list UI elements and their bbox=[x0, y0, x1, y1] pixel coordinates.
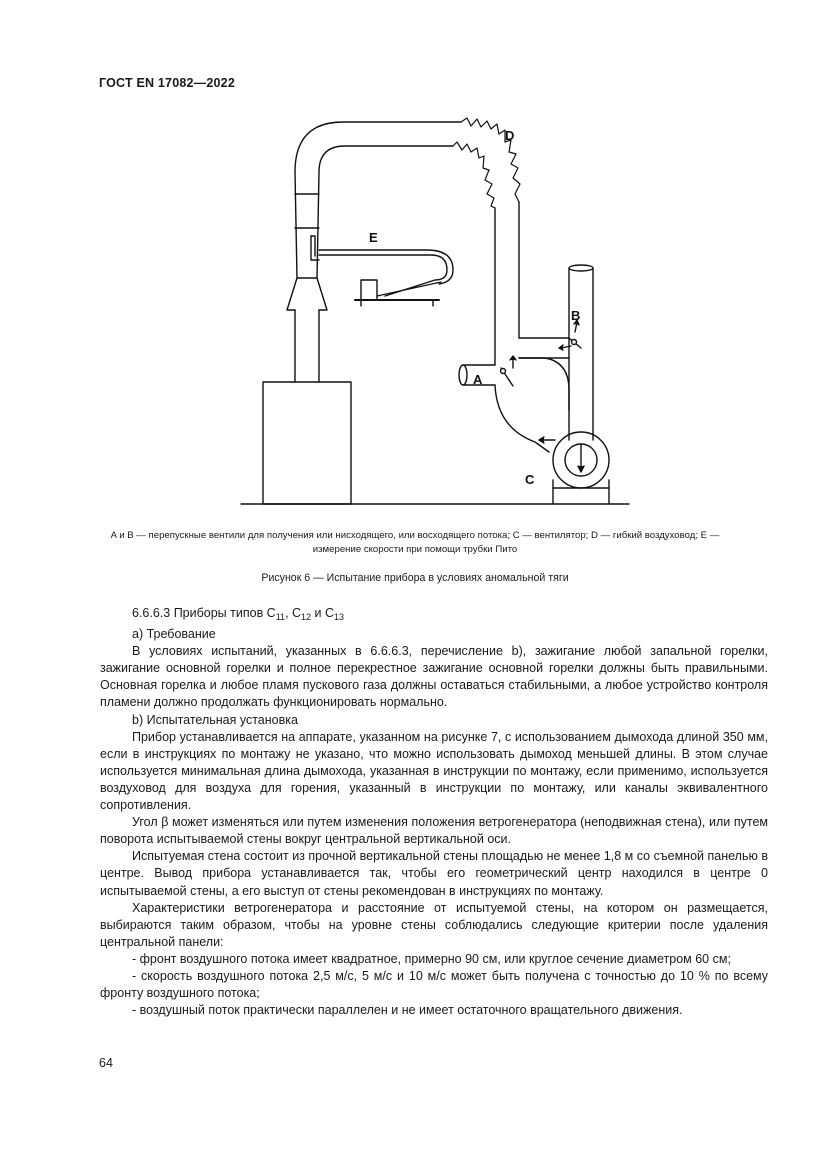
item-a-requirement: а) Требование bbox=[132, 627, 216, 642]
inlet-a-opening bbox=[459, 365, 467, 385]
flue-upper-left bbox=[295, 172, 297, 278]
draught-diverter-cone bbox=[287, 278, 327, 310]
stack-top-opening bbox=[569, 265, 593, 271]
list-item-airflow-front: - фронт воздушного потока имеет квадратное, примерно 90 см, или круглое сечение диаметром 60 см; bbox=[132, 951, 731, 966]
duct-bend-inner bbox=[319, 146, 453, 172]
list-item-airflow-speed: - скорость воздушного потока 2,5 м/с, 5 м/с и 10 м/с может быть получена с точностью до 10 % по всему фронту воздушного потока; bbox=[100, 968, 768, 1001]
item-b-test-setup: b) Испытательная установка bbox=[132, 712, 298, 727]
paragraph-angle: Угол β может изменяться или путем изменения положения ветрогенератора (неподвижная стена), или путем поворота испытываемой стены вокруг центральной вертикальной оси. bbox=[100, 815, 768, 847]
paragraph-test-wall: Испытуемая стена состоит из прочной вертикальной стены площадью не менее 1,8 м со съемной панелью в центре. Вывод прибора устанавливается так, чтобы его геометрический центр находился в центре 0 испытываемой стены, а его выступ от стены рекомендован в инструкциях по монтажу. bbox=[100, 849, 768, 898]
appliance-box bbox=[263, 382, 351, 504]
test-apparatus-drawing bbox=[235, 110, 635, 510]
list-item-airflow-parallel: - воздушный поток практически параллелен и не имеет остаточного вращательного движения. bbox=[132, 1003, 683, 1018]
manometer-box bbox=[361, 280, 377, 300]
fan-volute-inner bbox=[519, 358, 569, 410]
figure-6-diagram bbox=[235, 110, 635, 510]
figure-legend: A и B — перепускные вентили для получения или нисходящего, или восходящего потока; C — вентилятор; D — гибкий воздуховод; E — измерение скорости при помощи трубки Пито bbox=[110, 530, 720, 555]
flue-upper-right bbox=[317, 172, 319, 278]
label-c: C bbox=[525, 472, 535, 487]
figure-caption: Рисунок 6 — Испытание прибора в условиях аномальной тяги bbox=[261, 572, 569, 584]
label-e: E bbox=[369, 230, 378, 245]
document-header: ГОСТ EN 17082—2022 bbox=[99, 76, 235, 90]
body-text bbox=[100, 605, 768, 1019]
paragraph-setup: Прибор устанавливается на аппарате, указанном на рисунке 7, с использованием дымохода длиной 350 мм, если в инструкциях по монтажу не указано, что можно использовать дымоход меньшей длины. В этом случае используется минимальная длина дымохода, указанная в инструкции по монтажу, если применимо, используется воздуховод для воздуха для горения, указанный в инструкции по монтажу, или каналы эквивалентного сопротивления. bbox=[100, 729, 768, 813]
label-d: D bbox=[505, 128, 515, 143]
label-a: A bbox=[473, 372, 483, 387]
paragraph-wind-generator: Характеристики ветрогенератора и расстояние от испытуемой стены, на котором он размещается, выбираются таким образом, чтобы на уровне стены соблюдались следующие критерии после удаления центральной панели: bbox=[100, 900, 768, 949]
section-heading: 6.6.6.3 Приборы типов $C_{11}$, $C_{12}$ и $C_{13}$ bbox=[132, 606, 345, 622]
label-b: B bbox=[571, 308, 581, 323]
pitot-tube bbox=[319, 255, 447, 296]
paragraph-requirement: В условиях испытаний, указанных в 6.6.6.3, перечисление b), зажигание любой запальной горелки, зажигание основной горелки и полное перекрестное зажигание основной горелки должны быть правильными. Основная горелка и любое пламя пускового газа должны оставаться стабильными, а любое устройство контроля пламени должно продолжать функционировать нормально. bbox=[100, 644, 768, 710]
flexible-duct-inner bbox=[453, 142, 495, 208]
page-number: 64 bbox=[99, 1056, 113, 1070]
